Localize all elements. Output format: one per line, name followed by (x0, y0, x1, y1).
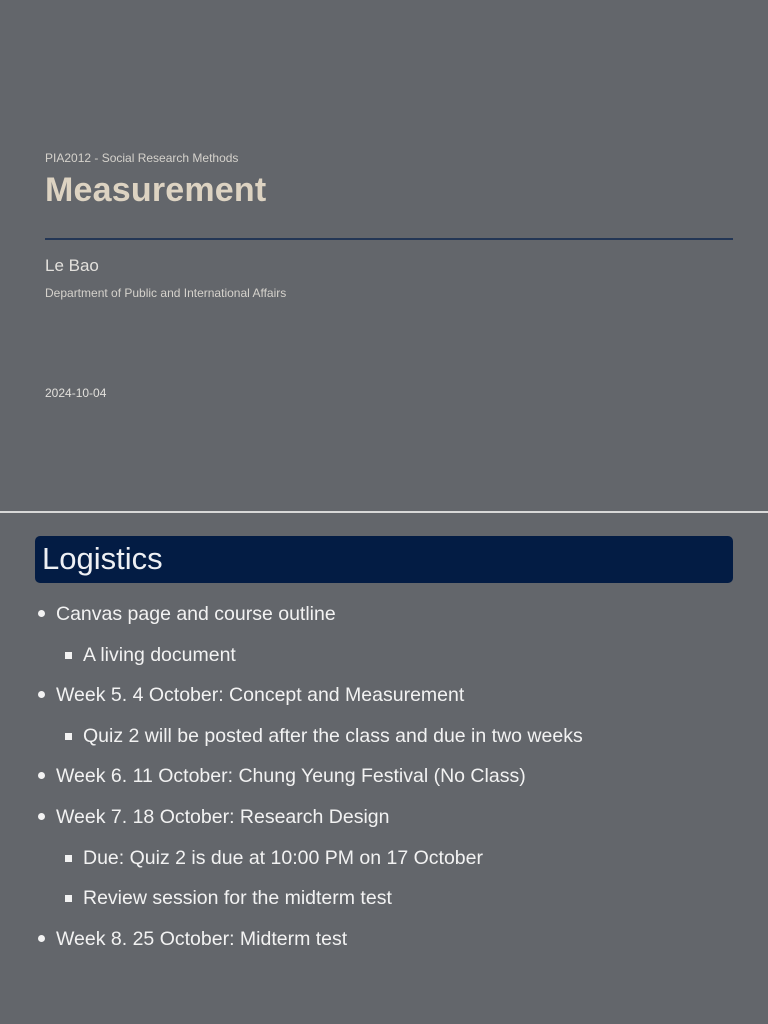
list-item-text: Canvas page and course outline (56, 603, 336, 625)
list-item-text: A living document (83, 643, 236, 666)
list-item (0, 721, 768, 762)
title-slide (0, 0, 768, 511)
course-name: PIA2012 - Social Research Methods (45, 151, 239, 165)
list-item-text: Week 8. 25 October: Midterm test (56, 927, 348, 950)
list-item (0, 843, 768, 884)
bullet-square-icon (65, 652, 72, 659)
page-title: Measurement (45, 171, 267, 209)
bullet-square-icon (65, 855, 72, 862)
list-item-text: Due: Quiz 2 is due at 10:00 PM on 17 October (83, 846, 483, 869)
slide-heading: Logistics (42, 541, 163, 576)
list-item-text: Week 6. 11 October: Chung Yeung Festival (No Class) (56, 765, 526, 788)
list-item (0, 883, 768, 924)
bullet-dot-icon (38, 772, 45, 779)
list-item (0, 599, 768, 640)
list-item (0, 802, 768, 843)
bullet-dot-icon (38, 935, 45, 942)
presentation-date: 2024-10-04 (45, 386, 107, 400)
list-item-text: Review session for the midterm test (83, 887, 392, 910)
logistics-slide (0, 513, 768, 1024)
slide-heading-bar (35, 536, 733, 583)
bullet-list (0, 599, 768, 964)
list-item (0, 761, 768, 802)
list-item-text: Week 7. 18 October: Research Design (56, 805, 390, 828)
bullet-dot-icon (38, 691, 45, 698)
list-item (0, 924, 768, 965)
author-affiliation: Department of Public and International Affairs (45, 286, 287, 300)
bullet-square-icon (65, 733, 72, 740)
list-item-text: Week 5. 4 October: Concept and Measurement (56, 684, 465, 707)
bullet-dot-icon (38, 813, 45, 820)
list-item-text: Quiz 2 will be posted after the class and due in two weeks (83, 724, 583, 747)
author-name: Le Bao (45, 256, 99, 275)
bullet-dot-icon (38, 610, 45, 617)
list-item (0, 640, 768, 681)
bullet-square-icon (65, 895, 72, 902)
list-item (0, 680, 768, 721)
title-divider (45, 238, 733, 240)
